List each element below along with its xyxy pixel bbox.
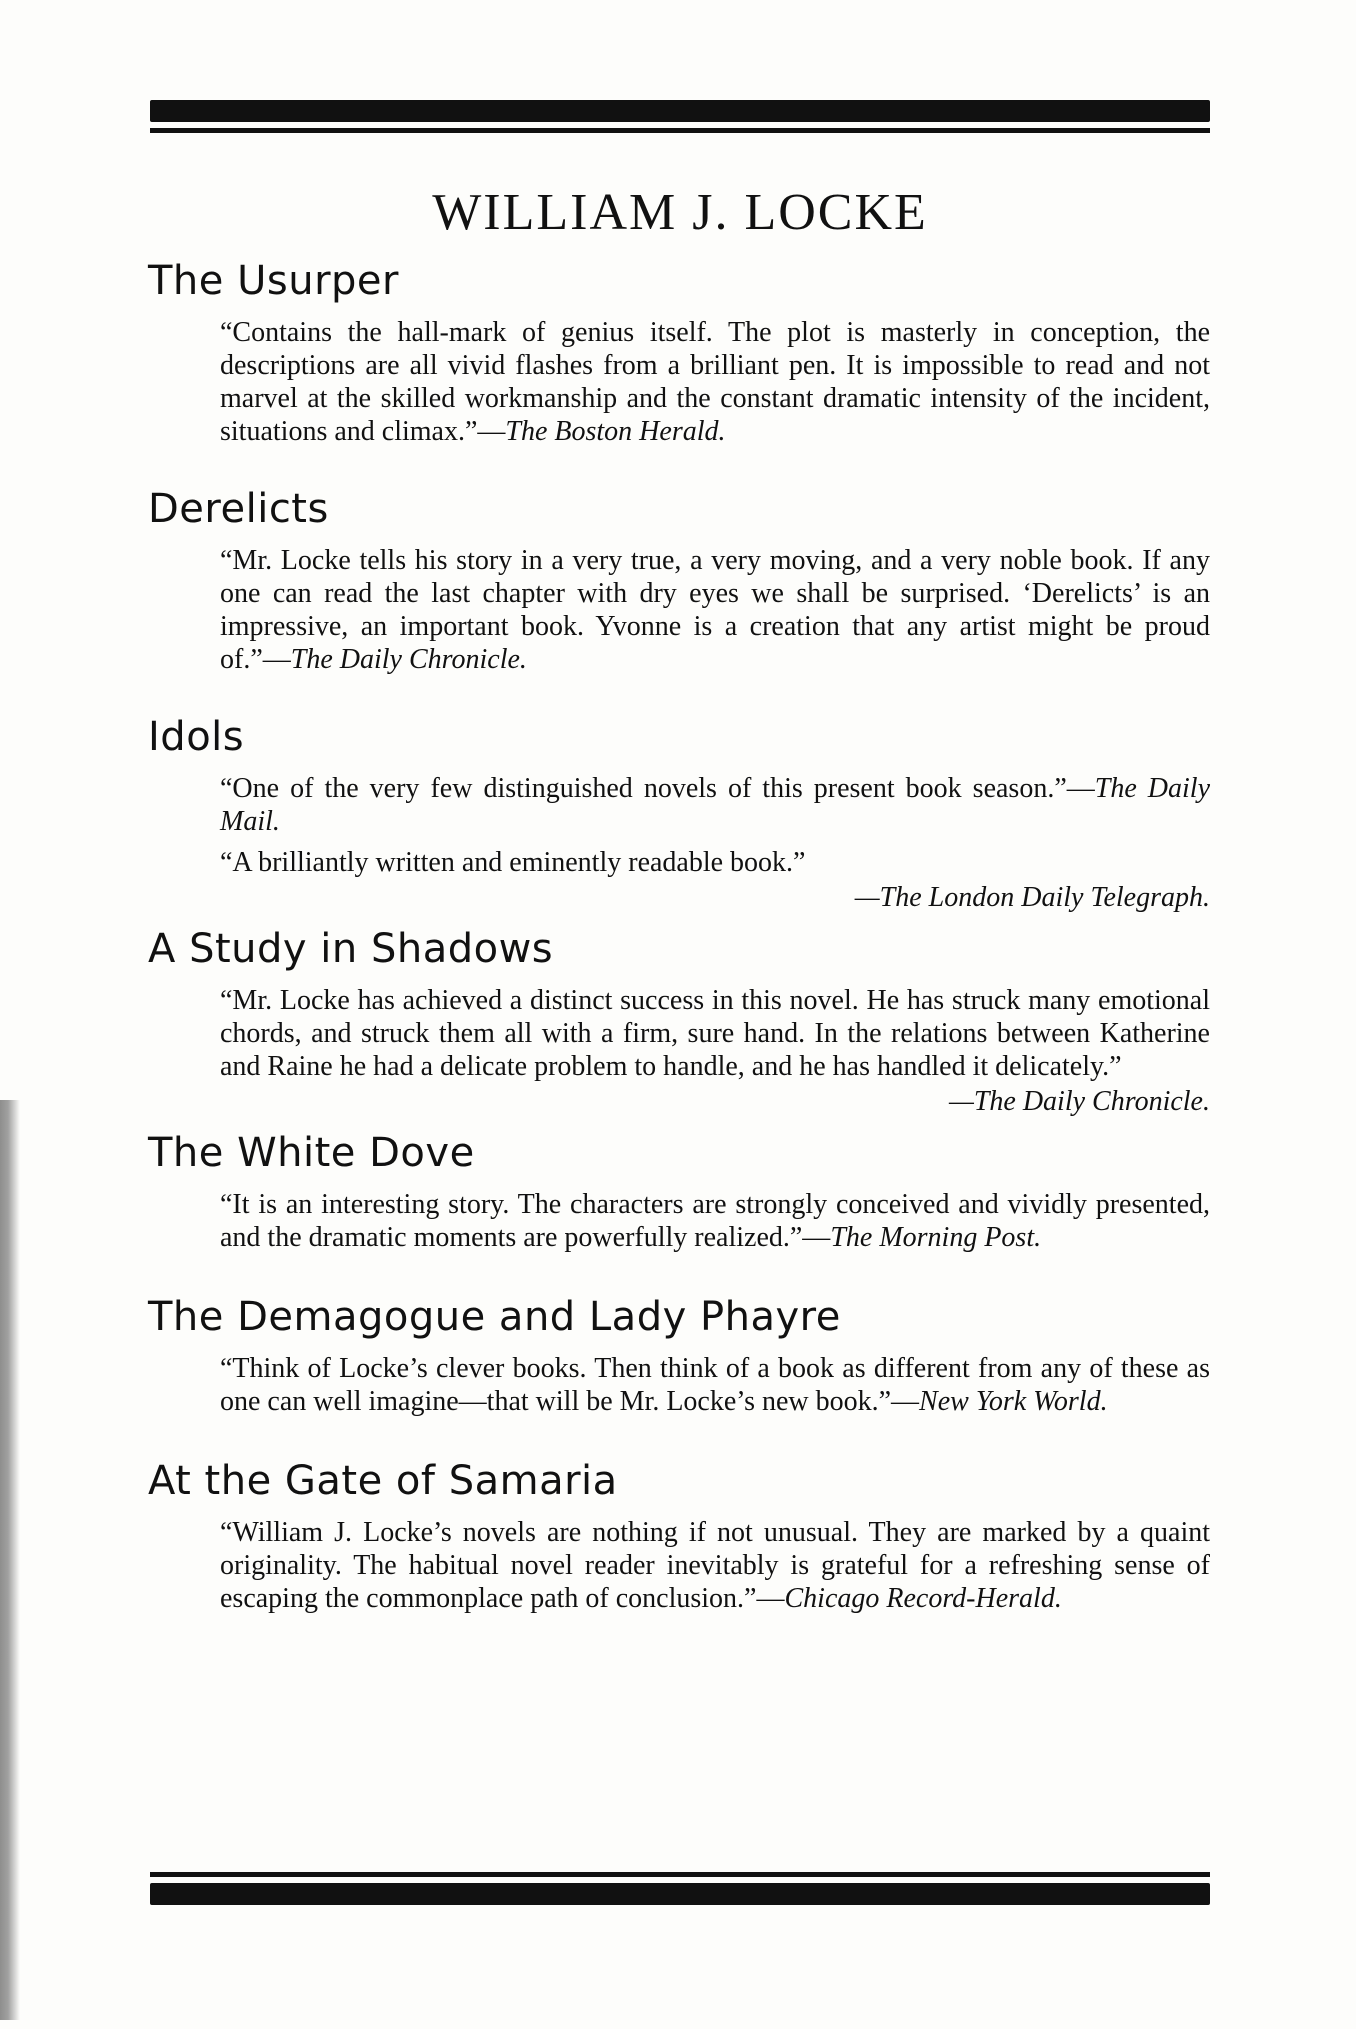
review-source: The Boston Herald.	[505, 416, 726, 447]
book-entry-study-in-shadows	[150, 926, 1210, 1118]
top-rule	[150, 100, 1210, 133]
book-entry-idols	[150, 714, 1210, 914]
book-entry-derelicts	[150, 486, 1210, 676]
review-source: The Daily Mail.	[220, 773, 1210, 837]
review-source: —The London Daily Telegraph.	[854, 882, 1210, 913]
review-quote: “A brilliantly written and eminently readable book.” —The London Daily Telegraph.	[220, 847, 1210, 913]
review-quote: “Mr. Locke has achieved a distinct success in this novel. He has struck many emotional chords, and struck them all with a firm, sure hand. In the relations between Katherine and Raine he had a delicate problem to handle, and he has handled it delicately.” —The Daily Chronicle.	[220, 985, 1210, 1117]
book-entry-gate-of-samaria	[150, 1458, 1210, 1615]
book-entry-demagogue	[150, 1294, 1210, 1418]
review-quote: “It is an interesting story. The characters are strongly conceived and vividly presented, and the dramatic moments are powerfully realized.”—The Morning Post.	[220, 1189, 1210, 1253]
review-quote: “Think of Locke’s clever books. Then think of a book as different from any of these as one can well imagine—that will be Mr. Locke’s new book.”—New York World.	[220, 1353, 1210, 1417]
book-title: The Demagogue and Lady Phayre	[148, 1294, 841, 1340]
review-quote: “Contains the hall-mark of genius itself. The plot is masterly in conception, the descriptions are all vivid flashes from a brilliant pen. It is impossible to read and not marvel at the skilled workmanship and the constant dramatic intensity of the incident, situations and climax.”—The Boston Herald.	[220, 317, 1210, 447]
book-title: The White Dove	[148, 1130, 475, 1176]
book-title: A Study in Shadows	[148, 926, 554, 972]
book-title: The Usurper	[148, 258, 399, 304]
book-title: Idols	[148, 714, 245, 760]
review-quote: “One of the very few distinguished novels of this present book season.”—The Daily Mail.	[220, 773, 1210, 837]
review-source: The Morning Post.	[830, 1222, 1042, 1253]
book-title: Derelicts	[148, 486, 329, 532]
review-source: New York World.	[919, 1386, 1108, 1417]
advertisement-page	[150, 100, 1210, 1615]
bottom-rule	[150, 1872, 1210, 1905]
review-source: The Daily Chronicle.	[290, 644, 527, 675]
review-quote: “William J. Locke’s novels are nothing if not unusual. They are marked by a quaint originality. The habitual novel reader inevitably is grateful for a refreshing sense of escaping the commonplace path of conclusion.”—Chicago Record-Herald.	[220, 1517, 1210, 1614]
book-entry-usurper	[150, 258, 1210, 448]
review-source: —The Daily Chronicle.	[948, 1086, 1210, 1117]
author-heading: WILLIAM J. LOCKE	[432, 184, 928, 241]
book-title: At the Gate of Samaria	[148, 1458, 618, 1504]
review-source: Chicago Record-Herald.	[784, 1583, 1062, 1614]
review-quote: “Mr. Locke tells his story in a very true, a very moving, and a very noble book. If any one can read the last chapter with dry eyes we shall be surprised. ‘Derelicts’ is an impressive, an important book. Yvonne is a creation that any artist might be proud of.”—The Daily Chronicle.	[220, 545, 1210, 675]
book-entry-white-dove	[150, 1130, 1210, 1254]
page-edge-shadow	[0, 1100, 20, 2020]
